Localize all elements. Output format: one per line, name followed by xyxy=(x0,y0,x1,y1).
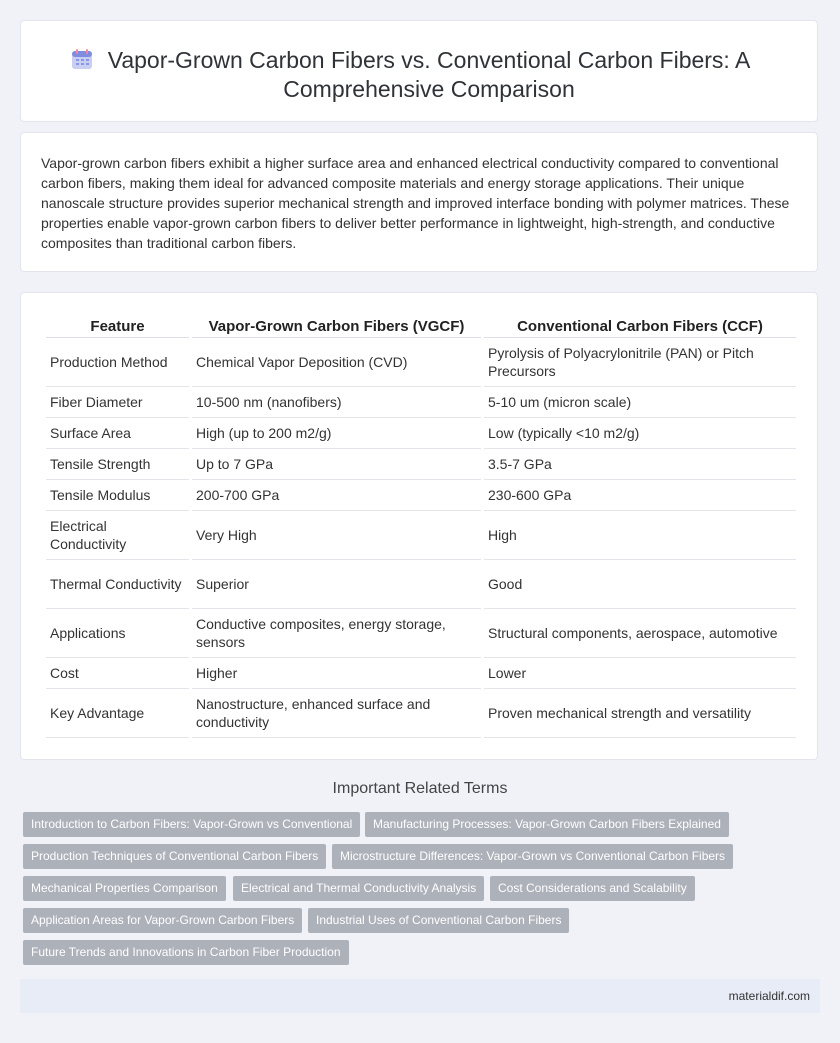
related-term-tag[interactable]: Production Techniques of Conventional Carbon Fibers xyxy=(23,844,326,869)
table-header-vgcf: Vapor-Grown Carbon Fibers (VGCF) xyxy=(192,315,481,338)
table-row xyxy=(46,449,796,480)
comparison-table-card xyxy=(20,292,818,760)
table-cell-ccf: High xyxy=(484,511,796,560)
table-cell-feature: Applications xyxy=(46,609,189,658)
table-cell-feature: Surface Area xyxy=(46,418,189,449)
table-row xyxy=(46,511,796,560)
table-cell-vgcf: Nanostructure, enhanced surface and conductivity xyxy=(192,689,481,738)
table-cell-vgcf: Superior xyxy=(192,560,481,609)
table-row xyxy=(46,480,796,511)
table-cell-vgcf: Up to 7 GPa xyxy=(192,449,481,480)
table-cell-ccf: Good xyxy=(484,560,796,609)
table-cell-ccf: 3.5-7 GPa xyxy=(484,449,796,480)
table-row xyxy=(46,560,796,609)
table-cell-ccf: Proven mechanical strength and versatility xyxy=(484,689,796,738)
table-cell-feature: Electrical Conductivity xyxy=(46,511,189,560)
table-header-ccf: Conventional Carbon Fibers (CCF) xyxy=(484,315,796,338)
table-header-feature: Feature xyxy=(46,315,189,338)
table-row xyxy=(46,387,796,418)
table-cell-feature: Tensile Modulus xyxy=(46,480,189,511)
table-cell-ccf: 230-600 GPa xyxy=(484,480,796,511)
table-cell-feature: Fiber Diameter xyxy=(46,387,189,418)
related-term-tag[interactable]: Mechanical Properties Comparison xyxy=(23,876,226,901)
table-cell-vgcf: Chemical Vapor Deposition (CVD) xyxy=(192,338,481,387)
footer xyxy=(20,979,820,1013)
table-row xyxy=(46,338,796,387)
header-card xyxy=(20,20,818,122)
related-term-tag[interactable]: Introduction to Carbon Fibers: Vapor-Grown vs Conventional xyxy=(23,812,360,837)
table-cell-ccf: Structural components, aerospace, automotive xyxy=(484,609,796,658)
table-cell-ccf: Lower xyxy=(484,658,796,689)
footer-site-link[interactable]: materialdif.com xyxy=(728,989,810,1003)
table-cell-ccf: Low (typically <10 m2/g) xyxy=(484,418,796,449)
related-term-tag[interactable]: Manufacturing Processes: Vapor-Grown Carbon Fibers Explained xyxy=(365,812,729,837)
page-title: Vapor-Grown Carbon Fibers vs. Conventional Carbon Fibers: A Comprehensive Comparison xyxy=(107,47,751,102)
related-term-tag[interactable]: Electrical and Thermal Conductivity Analysis xyxy=(233,876,484,901)
table-row xyxy=(46,658,796,689)
table-cell-vgcf: Conductive composites, energy storage, sensors xyxy=(192,609,481,658)
table-cell-feature: Production Method xyxy=(46,338,189,387)
intro-card xyxy=(20,132,818,272)
related-term-tag[interactable]: Future Trends and Innovations in Carbon Fiber Production xyxy=(23,940,349,965)
table-cell-feature: Cost xyxy=(46,658,189,689)
related-term-tag[interactable]: Application Areas for Vapor-Grown Carbon Fibers xyxy=(23,908,302,933)
table-cell-feature: Tensile Strength xyxy=(46,449,189,480)
related-term-tag[interactable]: Cost Considerations and Scalability xyxy=(490,876,695,901)
table-cell-ccf: Pyrolysis of Polyacrylonitrile (PAN) or Pitch Precursors xyxy=(484,338,796,387)
table-row xyxy=(46,609,796,658)
table-row xyxy=(46,418,796,449)
table-cell-vgcf: Very High xyxy=(192,511,481,560)
table-cell-feature: Thermal Conductivity xyxy=(46,560,189,609)
table-cell-vgcf: High (up to 200 m2/g) xyxy=(192,418,481,449)
table-cell-vgcf: 200-700 GPa xyxy=(192,480,481,511)
related-term-tag[interactable]: Microstructure Differences: Vapor-Grown vs Conventional Carbon Fibers xyxy=(332,844,733,869)
intro-paragraph: Vapor-grown carbon fibers exhibit a higher surface area and enhanced electrical conductivity compared to conventional carbon fibers, making them ideal for advanced composite materials and energy storage applications. Their unique nanoscale structure provides superior mechanical strength and improved interface bonding with polymer matrices. These properties enable vapor-grown carbon fibers to deliver better performance in lightweight, high-strength, and conductive composites than traditional carbon fibers. xyxy=(41,155,790,251)
comparison-table xyxy=(43,315,799,738)
table-cell-ccf: 5-10 um (micron scale) xyxy=(484,387,796,418)
related-terms-title: Important Related Terms xyxy=(332,780,508,797)
table-cell-vgcf: Higher xyxy=(192,658,481,689)
table-cell-feature: Key Advantage xyxy=(46,689,189,738)
table-row xyxy=(46,689,796,738)
table-cell-vgcf: 10-500 nm (nanofibers) xyxy=(192,387,481,418)
related-term-tag[interactable]: Industrial Uses of Conventional Carbon Fibers xyxy=(308,908,569,933)
